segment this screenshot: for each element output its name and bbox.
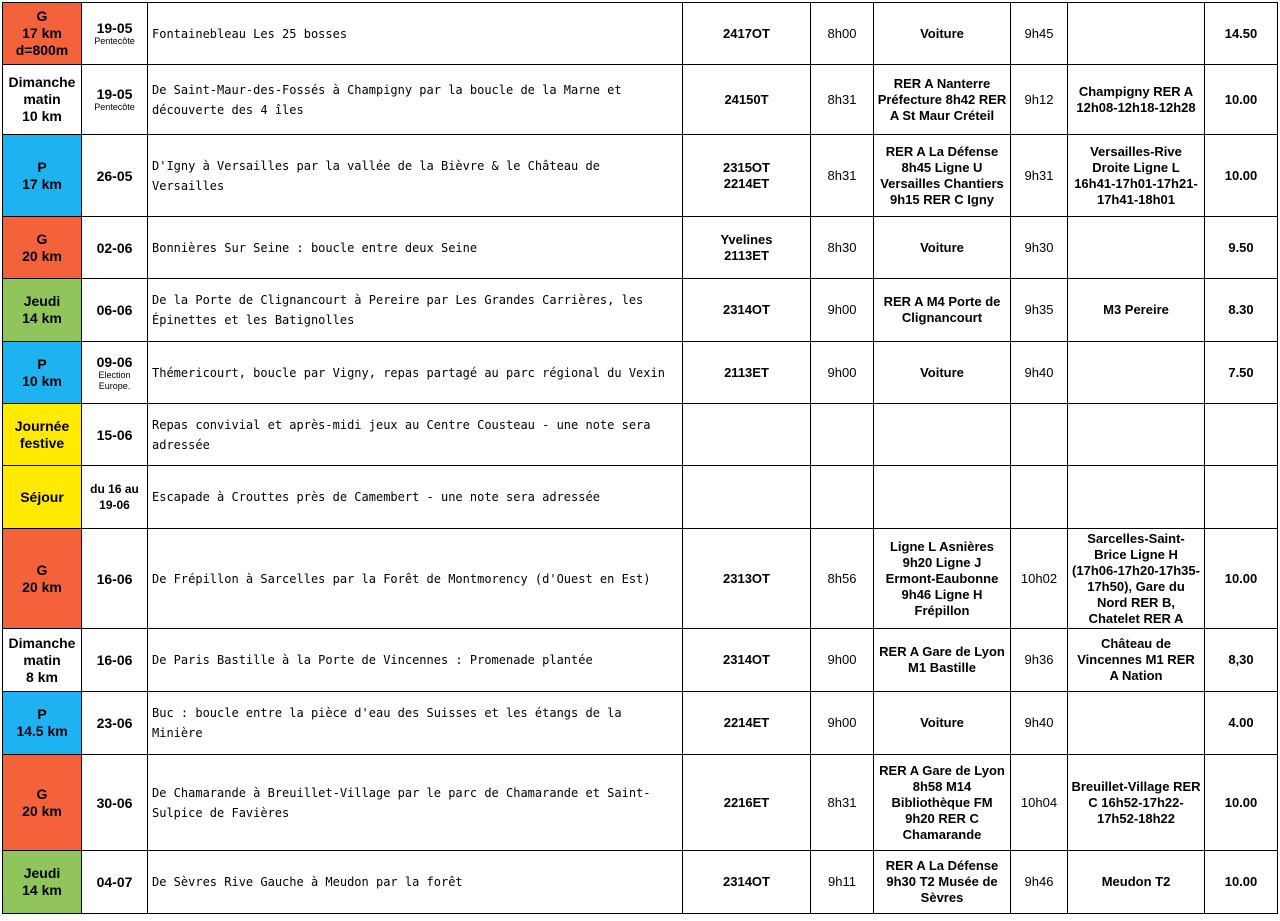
access-cell (874, 404, 1011, 466)
access-cell: Voiture (874, 3, 1011, 65)
date-text: 16-06 (96, 652, 133, 668)
return-cell (1068, 692, 1205, 755)
date-cell (82, 279, 148, 342)
date-text: 19-05 (96, 86, 133, 102)
date-cell (82, 65, 148, 135)
departure-time-cell: 8h56 (811, 529, 874, 629)
outing-type-cell: G 20 km (3, 529, 82, 629)
outing-description: D'Igny à Versailles par la vallée de la Bièvre & le Château de Versailles (148, 135, 683, 217)
date-text: 23-06 (96, 715, 133, 731)
outing-type-cell: P 10 km (3, 342, 82, 404)
access-cell (874, 466, 1011, 529)
start-time-cell: 10h02 (1011, 529, 1068, 629)
departure-time-cell (811, 466, 874, 529)
outing-type-cell: Jeudi 14 km (3, 851, 82, 914)
price-cell (1205, 404, 1278, 466)
return-cell (1068, 217, 1205, 279)
map-reference-cell: 2214ET (683, 692, 811, 755)
departure-time-cell: 9h00 (811, 692, 874, 755)
price-cell: 10.00 (1205, 529, 1278, 629)
price-cell: 10.00 (1205, 65, 1278, 135)
date-cell (82, 466, 148, 529)
access-cell: RER A Nanterre Préfecture 8h42 RER A St Maur Créteil (874, 65, 1011, 135)
departure-time-cell: 8h31 (811, 755, 874, 851)
departure-time-cell: 8h31 (811, 65, 874, 135)
return-cell (1068, 404, 1205, 466)
departure-time-cell: 8h00 (811, 3, 874, 65)
table-row (3, 3, 1278, 65)
date-text: 30-06 (96, 794, 133, 811)
return-cell (1068, 342, 1205, 404)
date-text: 06-06 (96, 302, 133, 318)
map-reference-cell: 2314OT (683, 629, 811, 692)
access-cell: RER A M4 Porte de Clignancourt (874, 279, 1011, 342)
date-text: 15-06 (96, 426, 133, 443)
outing-description: Bonnières Sur Seine : boucle entre deux Seine (148, 217, 683, 279)
return-cell: Champigny RER A 12h08-12h18-12h28 (1068, 65, 1205, 135)
date-cell (82, 342, 148, 404)
outing-type-cell: G 17 km d=800m (3, 3, 82, 65)
date-cell (82, 135, 148, 217)
date-cell (82, 851, 148, 914)
return-cell: M3 Pereire (1068, 279, 1205, 342)
price-cell: 10.00 (1205, 851, 1278, 914)
outing-type-cell: Séjour (3, 466, 82, 529)
map-reference-cell: Yvelines 2113ET (683, 217, 811, 279)
date-text: 09-06 (96, 353, 133, 370)
start-time-cell: 9h35 (1011, 279, 1068, 342)
return-cell: Versailles-Rive Droite Ligne L 16h41-17h01-17h21-17h41-18h01 (1068, 135, 1205, 217)
date-text: 04-07 (96, 874, 133, 890)
access-cell: RER A La Défense 8h45 Ligne U Versailles Chantiers 9h15 RER C Igny (874, 135, 1011, 217)
outing-description: Escapade à Crouttes près de Camembert - une note sera adressée (148, 466, 683, 529)
outing-description: Repas convivial et après-midi jeux au Centre Cousteau - une note sera adressée (148, 404, 683, 466)
map-reference-cell: 2315OT 2214ET (683, 135, 811, 217)
map-reference-cell: 2417OT (683, 3, 811, 65)
start-time-cell: 9h46 (1011, 851, 1068, 914)
table-row (3, 65, 1278, 135)
price-cell: 4.00 (1205, 692, 1278, 755)
date-note: Election Europe. (98, 369, 131, 391)
departure-time-cell: 8h31 (811, 135, 874, 217)
return-cell (1068, 466, 1205, 529)
price-cell: 10.00 (1205, 755, 1278, 851)
outing-description: De la Porte de Clignancourt à Pereire par Les Grandes Carrières, les Épinettes et les Batignolles (148, 279, 683, 342)
departure-time-cell: 9h00 (811, 279, 874, 342)
price-cell (1205, 466, 1278, 529)
outing-description: De Sèvres Rive Gauche à Meudon par la forêt (148, 851, 683, 914)
outing-description: De Chamarande à Breuillet-Village par le parc de Chamarande et Saint-Sulpice de Favières (148, 755, 683, 851)
return-cell: Meudon T2 (1068, 851, 1205, 914)
start-time-cell: 9h40 (1011, 342, 1068, 404)
outing-type-cell: Journée festive (3, 404, 82, 466)
access-cell: Ligne L Asnières 9h20 Ligne J Ermont-Eaubonne 9h46 Ligne H Frépillon (874, 529, 1011, 629)
start-time-cell: 9h40 (1011, 692, 1068, 755)
departure-time-cell: 9h11 (811, 851, 874, 914)
map-reference-cell: 2216ET (683, 755, 811, 851)
outing-type-cell: G 20 km (3, 217, 82, 279)
outing-description: Thémericourt, boucle par Vigny, repas partagé au parc régional du Vexin (148, 342, 683, 404)
outing-type-cell: Dimanche matin 10 km (3, 65, 82, 135)
date-text: 16-06 (96, 570, 133, 587)
date-note: Pentecôte (94, 36, 135, 46)
table-row (3, 629, 1278, 692)
date-cell (82, 629, 148, 692)
price-cell: 10.00 (1205, 135, 1278, 217)
table-row (3, 851, 1278, 914)
date-text: 02-06 (96, 239, 133, 256)
access-cell: RER A La Défense 9h30 T2 Musée de Sèvres (874, 851, 1011, 914)
start-time-cell: 9h12 (1011, 65, 1068, 135)
start-time-cell: 9h30 (1011, 217, 1068, 279)
date-cell (82, 217, 148, 279)
access-cell: Voiture (874, 217, 1011, 279)
departure-time-cell: 9h00 (811, 342, 874, 404)
access-cell: Voiture (874, 342, 1011, 404)
date-text: 26-05 (96, 167, 133, 184)
price-cell: 9.50 (1205, 217, 1278, 279)
departure-time-cell: 8h30 (811, 217, 874, 279)
return-cell: Château de Vincennes M1 RER A Nation (1068, 629, 1205, 692)
map-reference-cell: 2313OT (683, 529, 811, 629)
table-row (3, 466, 1278, 529)
date-note: Pentecôte (94, 102, 135, 112)
table-row (3, 279, 1278, 342)
return-cell (1068, 3, 1205, 65)
date-cell (82, 755, 148, 851)
outing-type-cell: G 20 km (3, 755, 82, 851)
return-cell: Sarcelles-Saint-Brice Ligne H (17h06-17h20-17h35-17h50), Gare du Nord RER B, Chatelet RER A (1068, 529, 1205, 629)
outing-description: De Paris Bastille à la Porte de Vincennes : Promenade plantée (148, 629, 683, 692)
date-cell (82, 3, 148, 65)
table-body (3, 3, 1278, 914)
start-time-cell: 9h45 (1011, 3, 1068, 65)
start-time-cell: 9h31 (1011, 135, 1068, 217)
date-cell (82, 692, 148, 755)
access-cell: Voiture (874, 692, 1011, 755)
table-row (3, 342, 1278, 404)
table-row (3, 692, 1278, 755)
date-text: 19-05 (96, 20, 133, 36)
table-row (3, 135, 1278, 217)
start-time-cell: 10h04 (1011, 755, 1068, 851)
price-cell: 8.30 (1205, 279, 1278, 342)
access-cell: RER A Gare de Lyon M1 Bastille (874, 629, 1011, 692)
outing-type-cell: Jeudi 14 km (3, 279, 82, 342)
map-reference-cell (683, 404, 811, 466)
date-text: du 16 au 19-06 (90, 482, 139, 512)
start-time-cell: 9h36 (1011, 629, 1068, 692)
outing-type-cell: P 17 km (3, 135, 82, 217)
date-cell (82, 404, 148, 466)
date-cell (82, 529, 148, 629)
outing-type-cell: P 14.5 km (3, 692, 82, 755)
table-row (3, 217, 1278, 279)
price-cell: 7.50 (1205, 342, 1278, 404)
table-row (3, 404, 1278, 466)
table-row (3, 755, 1278, 851)
departure-time-cell (811, 404, 874, 466)
outing-description: Buc : boucle entre la pièce d'eau des Suisses et les étangs de la Minière (148, 692, 683, 755)
outing-description: De Saint-Maur-des-Fossés à Champigny par la boucle de la Marne et découverte des 4 îles (148, 65, 683, 135)
start-time-cell (1011, 404, 1068, 466)
outings-schedule-table (2, 2, 1278, 914)
map-reference-cell (683, 466, 811, 529)
departure-time-cell: 9h00 (811, 629, 874, 692)
outing-description: Fontainebleau Les 25 bosses (148, 3, 683, 65)
outing-type-cell: Dimanche matin 8 km (3, 629, 82, 692)
outing-description: De Frépillon à Sarcelles par la Forêt de Montmorency (d'Ouest en Est) (148, 529, 683, 629)
return-cell: Breuillet-Village RER C 16h52-17h22-17h52-18h22 (1068, 755, 1205, 851)
map-reference-cell: 24150T (683, 65, 811, 135)
start-time-cell (1011, 466, 1068, 529)
map-reference-cell: 2314OT (683, 279, 811, 342)
price-cell: 8,30 (1205, 629, 1278, 692)
map-reference-cell: 2113ET (683, 342, 811, 404)
price-cell: 14.50 (1205, 3, 1278, 65)
access-cell: RER A Gare de Lyon 8h58 M14 Bibliothèque FM 9h20 RER C Chamarande (874, 755, 1011, 851)
table-row (3, 529, 1278, 629)
map-reference-cell: 2314OT (683, 851, 811, 914)
